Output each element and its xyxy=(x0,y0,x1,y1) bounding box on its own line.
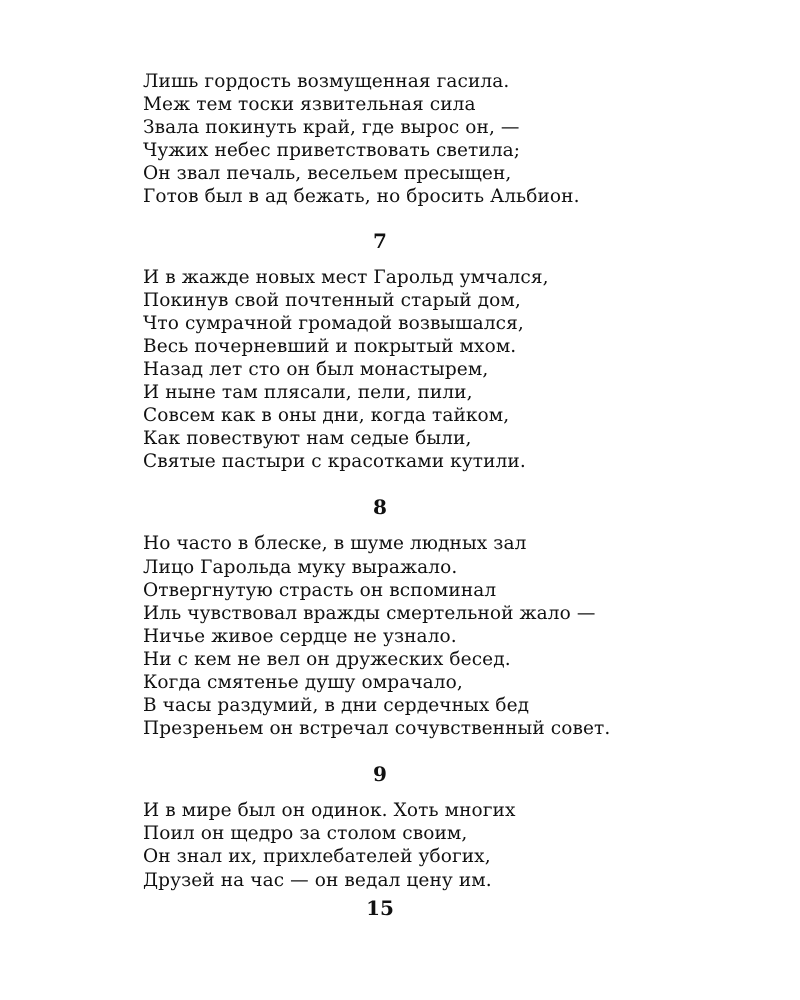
stanza-number: 7 xyxy=(373,228,387,253)
verse-line: Отвергнутую страсть он вспоминал xyxy=(143,579,497,601)
stanza-continuation xyxy=(143,70,743,209)
verse-line: Назад лет сто он был монастырем, xyxy=(143,358,489,380)
verse-line: Лишь гордость возмущенная гасила. xyxy=(143,71,510,92)
verse-line: Звала покинуть край, где вырос он, — xyxy=(143,117,520,139)
stanza-8 xyxy=(143,532,743,740)
verse-line: Когда смятенье душу омрачало, xyxy=(143,671,463,693)
verse-line: В часы раздумий, в дни сердечных бед xyxy=(143,695,530,717)
stanza-number: 8 xyxy=(373,495,387,520)
verse-line: Святые пастыри с красотками кутили. xyxy=(143,451,526,473)
verse-line: Ни с кем не вел он дружеских бесед. xyxy=(143,648,511,670)
page-number: 15 xyxy=(366,896,394,920)
verse-line: Чужих небес приветствовать светила; xyxy=(143,140,521,162)
verse-line: Ничье живое сердце не узнало. xyxy=(143,625,457,647)
stanza-7 xyxy=(143,266,743,474)
verse-line: Он звал печаль, весельем пресыщен, xyxy=(143,163,512,185)
verse-line: Что сумрачной громадой возвышался, xyxy=(143,312,524,334)
verse-line: Весь почерневший и покрытый мхом. xyxy=(143,335,517,357)
verse-line: Меж тем тоски язвительная сила xyxy=(143,94,476,116)
verse-line: И ныне там плясали, пели, пили, xyxy=(143,382,473,404)
stanza-number: 9 xyxy=(373,762,387,787)
poem-page xyxy=(143,70,743,892)
verse-line: Презреньем он встречал сочувственный совет. xyxy=(143,718,611,740)
stanza-9 xyxy=(143,799,743,891)
verse-line: Совсем как в оны дни, когда тайком, xyxy=(143,405,510,427)
verse-line: Покинув свой почтенный старый дом, xyxy=(143,289,521,311)
verse-line: Как повествуют нам седые были, xyxy=(143,428,472,450)
verse-line: И в жажде новых мест Гарольд умчался, xyxy=(143,266,549,288)
verse-line: Он знал их, прихлебателей убогих, xyxy=(143,846,491,868)
verse-line: Друзей на час — он ведал цену им. xyxy=(143,869,492,891)
verse-line: Но часто в блеске, в шуме людных зал xyxy=(143,533,527,555)
verse-line: Иль чувствовал вражды смертельной жало — xyxy=(143,602,596,624)
verse-line: И в мире был он одинок. Хоть многих xyxy=(143,800,516,822)
verse-line: Поил он щедро за столом своим, xyxy=(143,823,468,845)
verse-line: Готов был в ад бежать, но бросить Альбион. xyxy=(143,186,580,208)
verse-line: Лицо Гарольда муку выражало. xyxy=(143,556,458,578)
